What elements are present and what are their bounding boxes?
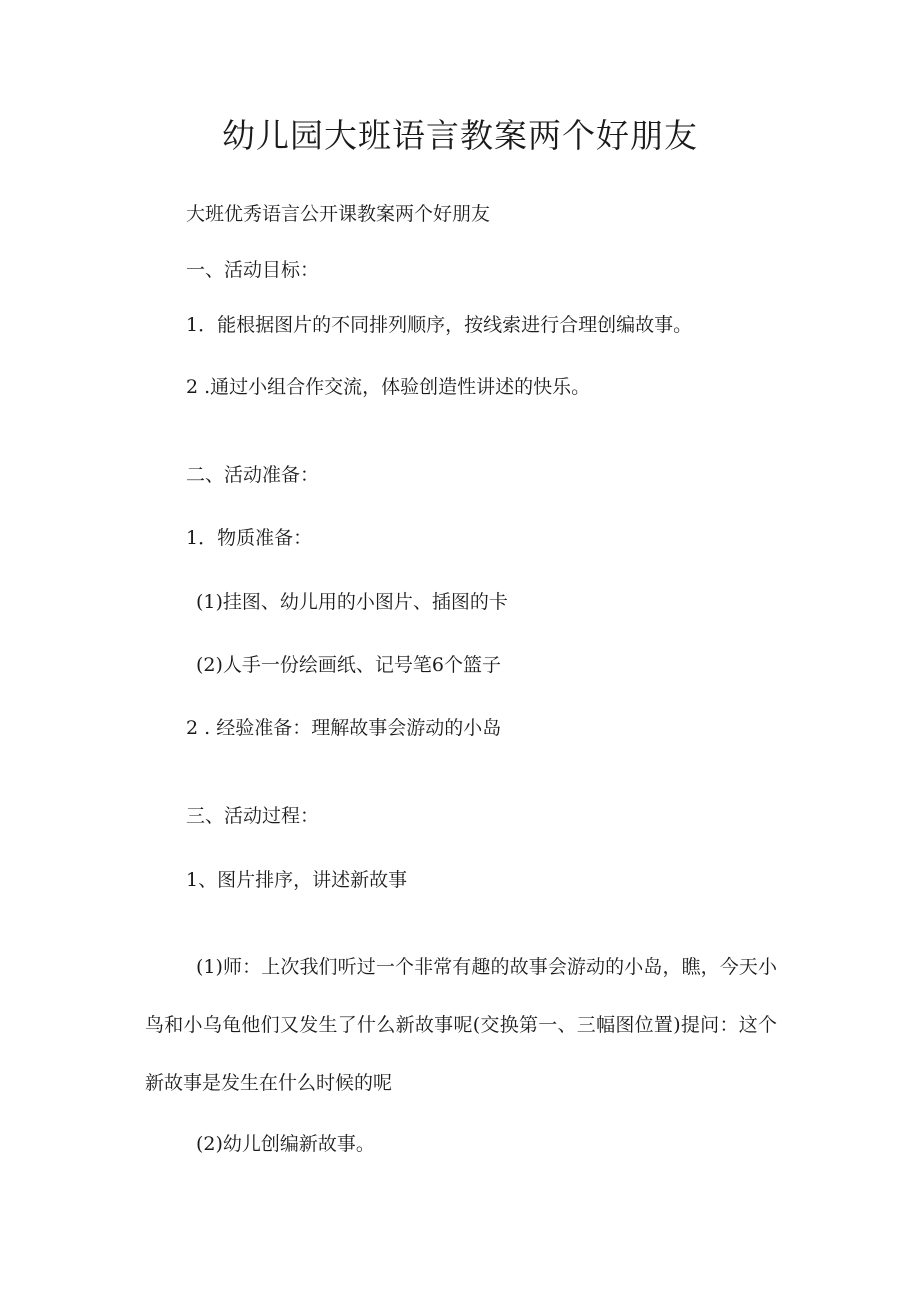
goal-item-2: 2 .通过小组合作交流，体验创造性讲述的快乐。 xyxy=(186,376,591,398)
goal-item-1: 1．能根据图片的不同排列顺序，按线索进行合理创编故事。 xyxy=(186,314,693,336)
section2-heading: 二、活动准备： xyxy=(186,464,320,486)
material-heading: 1．物质准备： xyxy=(186,527,313,549)
material-item-1: (1)挂图、幼儿用的小图片、插图的卡 xyxy=(196,591,508,613)
document-subtitle: 大班优秀语言公开课教案两个好朋友 xyxy=(186,203,491,225)
section3-heading: 三、活动过程： xyxy=(186,805,320,827)
step1-paragraph: (1)师：上次我们听过一个非常有趣的故事会游动的小岛，瞧，今天小鸟和小乌龟他们又发生了什么新故事呢(交换第一、三幅图位置)提问：这个新故事是发生在什么时候的呢 xyxy=(145,956,777,1094)
step1-sub-item-2: (2)幼儿创编新故事。 xyxy=(196,1133,375,1155)
material-item-2: (2)人手一份绘画纸、记号笔6个篮子 xyxy=(196,654,502,676)
experience-item: 2 . 经验准备：理解故事会游动的小岛 xyxy=(186,717,502,739)
step1-heading: 1、图片排序，讲述新故事 xyxy=(186,869,408,891)
section1-heading: 一、活动目标： xyxy=(186,259,320,281)
document-title: 幼儿园大班语言教案两个好朋友 xyxy=(222,116,698,155)
